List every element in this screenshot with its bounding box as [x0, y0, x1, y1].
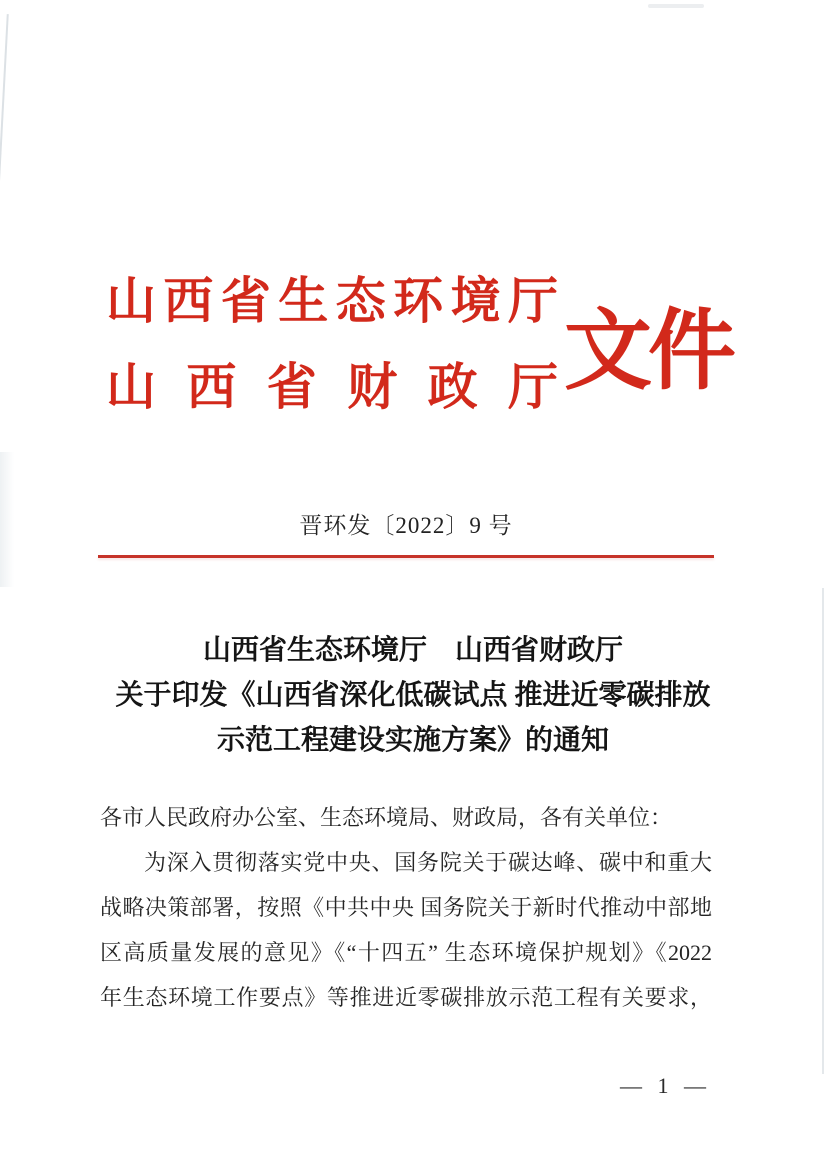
letterhead-org-names: [106, 258, 558, 430]
body-salutation-line: 各市人民政府办公室、生态环境局、财政局，各有关单位：: [100, 805, 673, 830]
letterhead-org-line-1: 山西省生态环境厅: [106, 273, 558, 329]
red-separator-rule: [98, 555, 714, 558]
scan-smudge-left: [0, 452, 14, 587]
scan-edge-artifact-right: [822, 588, 824, 1074]
body-text-line: 战略决策部署，按照《中共中央 国务院关于新时代推动中部地: [100, 895, 712, 920]
page-number: — 1 —: [620, 1073, 706, 1098]
body-text-line: 年生态环境工作要点》等推进近零碳排放示范工程有关要求，: [100, 985, 712, 1010]
body-text-line: 区高质量发展的意见》《“十四五” 生态环境保护规划》《2022: [100, 940, 712, 965]
document-title-line-1: 山西省生态环境厅 山西省财政厅: [202, 635, 623, 666]
document-body: [100, 795, 712, 1020]
document-title-line-3: 示范工程建设实施方案》的通知: [216, 725, 609, 756]
letterhead-org-line-2: 山西省财政厅: [106, 359, 558, 415]
scan-edge-artifact-top-left: [0, 14, 9, 196]
scan-smudge-top: [648, 4, 704, 8]
body-text-line: 为深入贯彻落实党中央、国务院关于碳达峰、碳中和重大: [144, 850, 712, 875]
document-title-line-2: 关于印发《山西省深化低碳试点 推进近零碳排放: [115, 680, 711, 711]
document-title: [90, 628, 736, 763]
document-number: 晋环发〔2022〕9 号: [299, 513, 513, 538]
letterhead-document-word: 文件: [564, 304, 733, 401]
letterhead: [106, 258, 732, 430]
